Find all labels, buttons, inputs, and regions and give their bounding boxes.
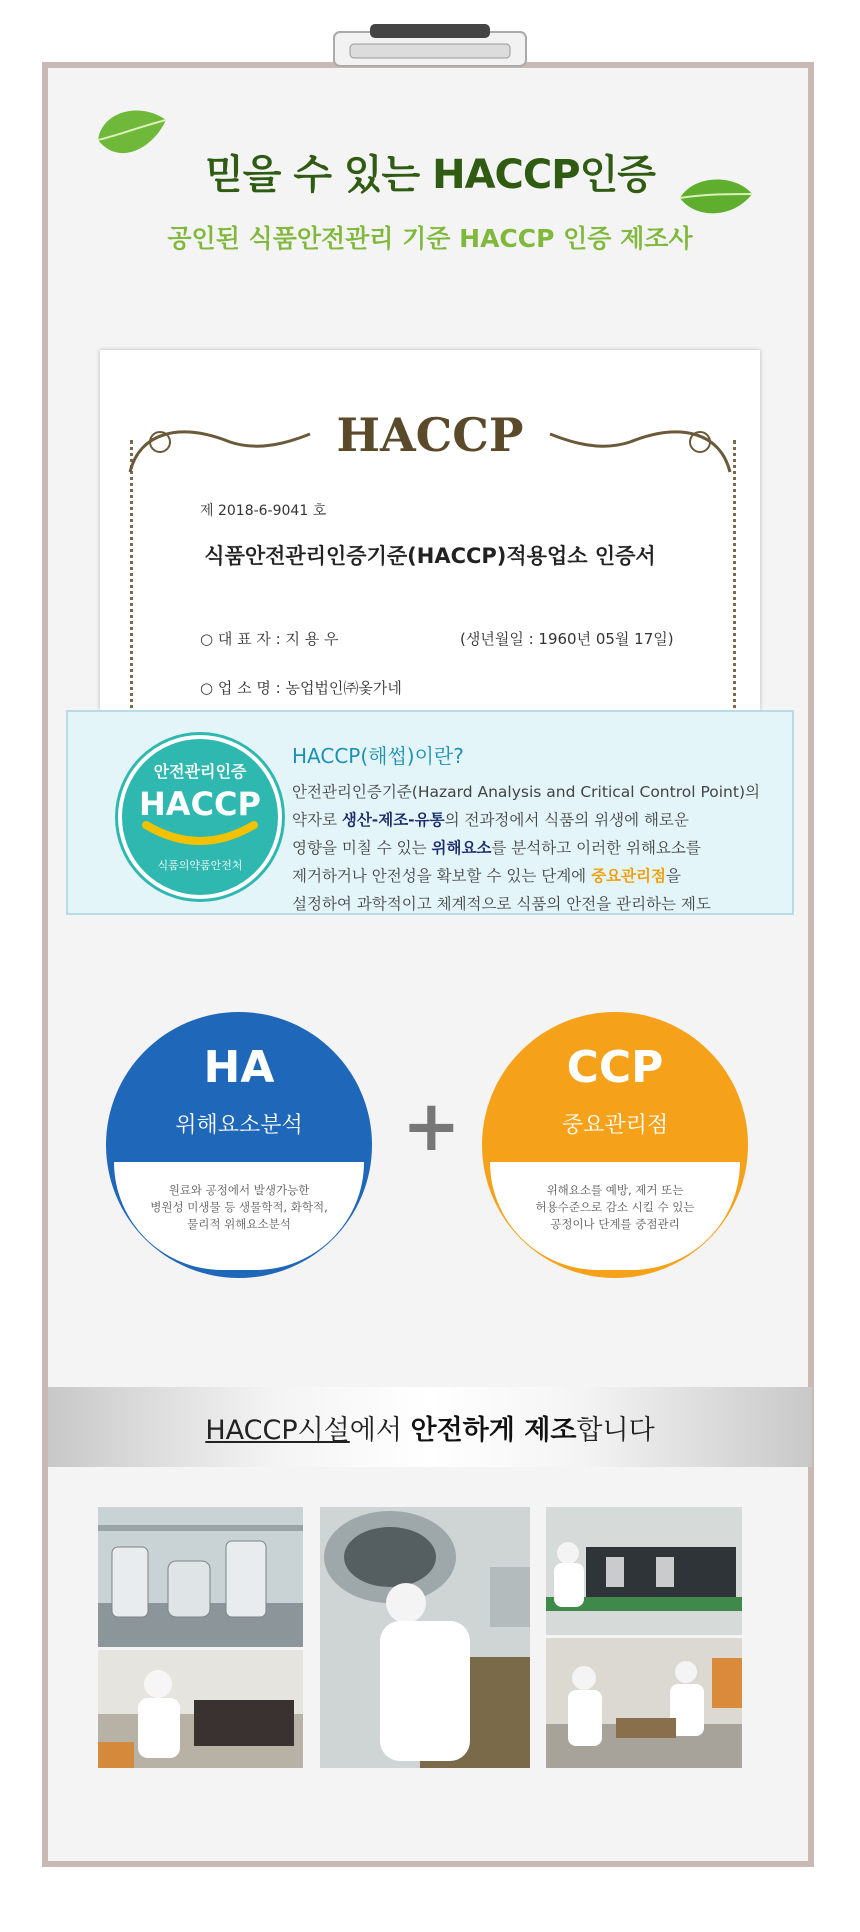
ccp-name: 중요관리점 xyxy=(561,1113,669,1138)
ccp-circle xyxy=(482,1012,748,1278)
worker-roasting-photo xyxy=(320,1507,530,1768)
workers-packing-photo xyxy=(546,1638,742,1768)
haccp-badge xyxy=(118,735,282,899)
certificate-company: ○ 업 소 명 : 농업법인㈜옻가네 xyxy=(200,679,402,697)
ha-description: 원료와 공정에서 발생가능한 병원성 미생물 등 생물학적, 화학적, 물리적 위해요소분석 xyxy=(150,1183,328,1231)
ccp-description: 위해요소를 예방, 제거 또는 허용수준으로 감소 시킬 수 있는 공정이나 단계를 중점관리 xyxy=(535,1183,695,1231)
haccp-certificate xyxy=(100,350,760,710)
certificate-title: 식품안전관리인증기준(HACCP)적용업소 인증서 xyxy=(204,544,656,568)
ha-abbr: HA xyxy=(203,1042,275,1093)
info-line: 영향을 미칠 수 있는 위해요소를 분석하고 이러한 위해요소를 xyxy=(292,839,701,857)
badge-smile-icon xyxy=(140,821,260,851)
info-line: 안전관리인증기준(Hazard Analysis and Critical Control Point)의 xyxy=(292,783,760,801)
page-subtitle: 공인된 식품안전관리 기준 HACCP 인증 제조사 xyxy=(167,224,693,253)
ha-circle xyxy=(106,1012,372,1278)
worker-bottling-photo xyxy=(98,1650,303,1768)
conveyor-machines-photo xyxy=(546,1507,742,1635)
info-line: 설정하여 과학적이고 체계적으로 식품의 안전을 관리하는 제도 xyxy=(292,895,711,913)
certificate-representative: ○ 대 표 자 : 지 용 우 xyxy=(200,630,339,648)
facility-banner-text: HACCP시설에서 안전하게 제조합니다 xyxy=(205,1415,655,1446)
info-title: HACCP(해썹)이란? xyxy=(292,744,464,768)
page-title: 믿을 수 있는 HACCP인증 xyxy=(205,152,655,198)
info-line: 약자로 생산-제조-유통의 전과정에서 식품의 위생에 해로운 xyxy=(292,811,689,829)
badge-main-text: HACCP xyxy=(139,785,261,823)
ha-name: 위해요소분석 xyxy=(175,1113,303,1138)
certificate-number: 제 2018-6-9041 호 xyxy=(200,503,327,519)
ccp-abbr: CCP xyxy=(566,1042,664,1093)
certificate-heading: HACCP xyxy=(336,408,524,462)
clipboard-clip-icon xyxy=(330,22,530,72)
plus-icon: + xyxy=(402,1085,461,1167)
info-line: 제거하거나 안전성을 확보할 수 있는 단계에 중요관리점을 xyxy=(292,867,681,885)
badge-bottom-text: 식품의약품안전처 xyxy=(157,859,243,872)
certificate-birthdate: (생년월일 : 1960년 05월 17일) xyxy=(460,630,674,648)
badge-top-text: 안전관리인증 xyxy=(153,762,247,781)
factory-tanks-photo xyxy=(98,1507,303,1647)
info-description xyxy=(292,778,772,918)
